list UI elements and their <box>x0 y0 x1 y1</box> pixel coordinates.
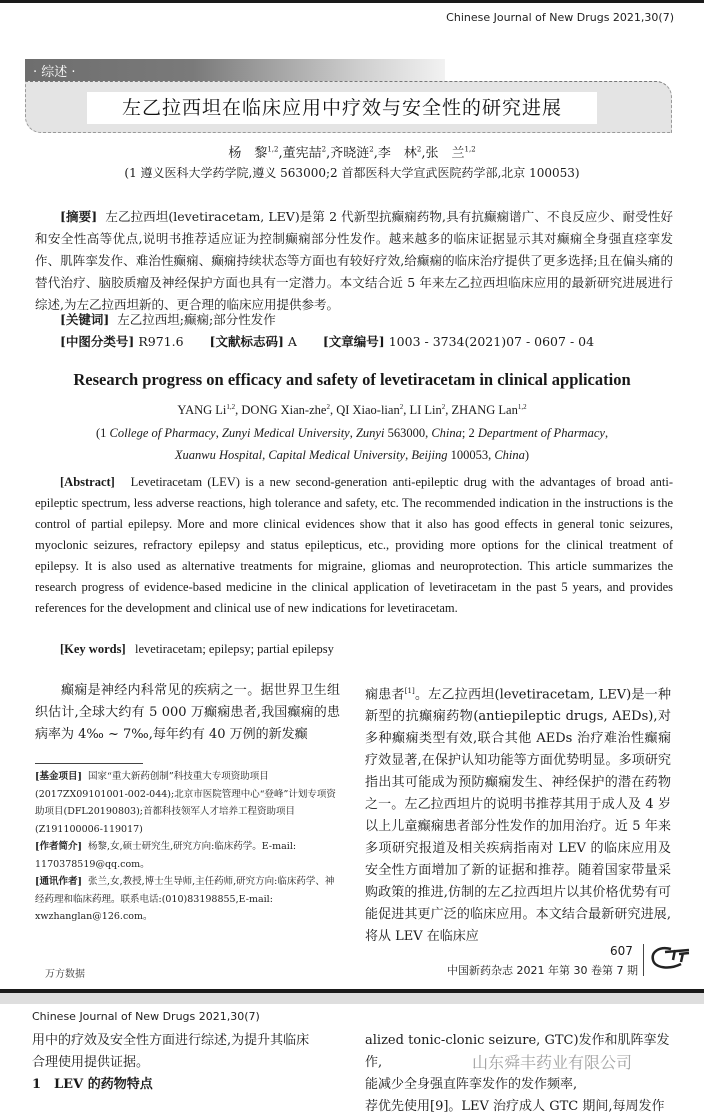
cn-keywords-label: [关键词] <box>60 312 110 327</box>
en-abstract-text: Levetiracetam (LEV) is a new second-generation anti-epileptic drug with the advantages of broad anti-epileptic spectrum, less adverse reactions, high tolerance and safety, etc. The recommended indication in the instructions is the control of partial epilepsy. More and more clinical evidences show that it also has good effects in general tonic seizures, myoclonic seizures, refractory epilepsy and status epilepticus, etc., providing more options for the clinical treatment of epilepsy. It is also used as alternative treatments for migraine, gliomas and neuroprotection. This article summarizes the research progress of evidence-based medicine in the clinical application of levetiracetam in the past 5 years, and provides references for the development and clinical use of new indications for levetiracetam. <box>35 475 673 615</box>
author-sup: 2 <box>416 145 422 154</box>
body-right-column: 痫患者[1]。左乙拉西坦(levetiracetam, LEV)是一种新型的抗癫痫药物(antiepileptic drugs, AEDs),对多种癫痫类型有效,联合其他 AEDs 治疗难治性癫痫疗效显著,在保护认知功能等方面优势明显。多项研究指出其可能成为预防癫痫发生、神经保护的潜在药物之一。左乙拉西坦片的说明书推荐其用于成人及 4 岁以上儿童癫痫患者部分性发作的加用治疗。近 5 年来多项研究报道及相关疾病指南对 LEV 的临床应用及安全性方面增加了新的证据和推荐。随着国家带量采购政策的推进,仿制的左乙拉西坦片以其价格优势有可能促进其更广泛的临床应用。本文结合最新研究进展,将从 LEV 在临床应 <box>365 687 671 945</box>
cn-affiliation: (1 遵义医科大学药学院,遵义 563000;2 首都医科大学宣武医院药学部,北京 100053) <box>124 166 580 180</box>
clc-value: R971.6 <box>138 334 184 349</box>
author-sup: 2 <box>441 403 446 411</box>
running-header: Chinese Journal of New Drugs 2021,30(7) <box>446 11 674 24</box>
footnote-rule <box>35 763 143 764</box>
cn-author: 张 兰 <box>425 146 465 161</box>
text-line: 用中的疗效及安全性方面进行综述,为提升其临床 <box>32 1033 310 1048</box>
cn-keywords-text: 左乙拉西坦;癫痫;部分性发作 <box>117 312 276 327</box>
watermark: 山东舜丰药业有限公司 <box>472 1053 633 1072</box>
article-no-label: [文章编号] <box>322 334 385 349</box>
footer-divider <box>643 944 644 976</box>
author-sup: 1,2 <box>464 145 476 154</box>
corresponding-note <box>35 873 340 926</box>
en-author: ZHANG Lan <box>451 403 518 418</box>
cn-author: 齐晓涟 <box>330 146 370 161</box>
cn-abstract-label: [摘要] <box>60 209 98 224</box>
author-text: 杨黎,女,硕士研究生,研究方向:临床药学。E-mail: 1170378519@qq.com。 <box>35 841 297 870</box>
fund-label: [基金项目] <box>35 771 82 782</box>
text-line: 荐优先使用[9]。LEV 治疗成人 GTC 期间,每周发作 <box>365 1099 665 1114</box>
en-author: LI Lin <box>409 403 442 418</box>
section-heading: 1 LEV 的药物特点 <box>32 1077 153 1092</box>
text-line: alized tonic-clonic seizure, GTC)发作和肌阵挛发作, <box>365 1033 670 1070</box>
top-rule <box>0 0 704 3</box>
cn-abstract <box>35 206 673 316</box>
running-header-page2: Chinese Journal of New Drugs 2021,30(7) <box>32 1010 260 1023</box>
en-abstract-label: [Abstract] <box>60 475 115 489</box>
cn-author: 杨 黎 <box>228 146 268 161</box>
author-sup: 2 <box>369 145 374 154</box>
en-keywords-text: levetiracetam; epilepsy; partial epilepsy <box>135 642 334 656</box>
en-author: QI Xiao-lian <box>336 403 400 418</box>
cn-title: 左乙拉西坦在临床应用中疗效与安全性的研究进展 <box>121 97 562 119</box>
en-affiliation-line2: Xuanwu Hospital, Capital Medical University, Beijing 100053, China) <box>174 448 530 462</box>
fund-text: 国家“重大新药创制”科技重大专项资助项目(2017ZX09101001-002-044);北京市医院管理中心“登峰”计划专项资助项目(DFL20190803);首都科技领军人才培养工程资助项目(Z191100006-119017) <box>35 771 336 835</box>
doc-code-label: [文献标志码] <box>209 334 284 349</box>
cn-author: 董宪喆 <box>282 146 322 161</box>
author-sup: 2 <box>321 145 327 154</box>
author-sup: 2 <box>326 403 330 411</box>
text-line: 合理使用提供证据。 <box>32 1055 150 1070</box>
en-author: DONG Xian-zhe <box>241 403 327 418</box>
corr-text: 张兰,女,教授,博士生导师,主任药师,研究方向:临床药学、神经药理和临床药理。联系电话:(010)83198855,E-mail: xwzhanglan@126.com。 <box>35 876 335 922</box>
doc-code-value: A <box>287 334 297 349</box>
page2-left-column <box>32 1030 342 1096</box>
journal-issue: 中国新药杂志 2021 年第 30 卷第 7 期 <box>447 964 638 977</box>
author-label: [作者简介] <box>35 841 82 852</box>
page-number: 607 <box>610 944 633 958</box>
author-sup: 1,2 <box>267 145 279 154</box>
wanfang-mark: 万方数据 <box>45 969 85 980</box>
body-left-column: 癫痫是神经内科常见的疾病之一。据世界卫生组织估计,全球大约有 5 000 万癫痫患者,我国癫痫的患病率为 4‰ ~ 7‰,每年约有 40 万例的新发癫 <box>35 683 340 742</box>
cn-classification <box>60 331 680 353</box>
article-no-value: 1003 - 3734(2021)07 - 0607 - 04 <box>388 334 595 349</box>
journal-logo-icon <box>649 944 693 972</box>
en-title: Research progress on efficacy and safety of levetiracetam in clinical application <box>73 370 631 389</box>
corr-label: [通讯作者] <box>35 876 82 887</box>
clc-label: [中图分类号] <box>60 334 135 349</box>
page2-right-column <box>365 1030 675 1118</box>
fund-note <box>35 768 340 838</box>
author-sup: 1,2 <box>517 403 527 411</box>
footnotes <box>35 768 340 926</box>
section-band <box>25 59 445 81</box>
text-line: 能减少全身强直阵挛发作的发作频率, <box>365 1077 578 1092</box>
cn-author: 李 林 <box>377 146 417 161</box>
section-label: · 综述 · <box>33 65 76 80</box>
author-sup: 1,2 <box>226 403 236 411</box>
en-author: YANG Li <box>177 403 227 418</box>
en-authors: YANG Li$^{1,2}$, DONG Xian-zhe$^2$, QI Xiao-lian$^2$, LI Lin$^2$, ZHANG Lan$^{1,2}$ <box>177 403 527 418</box>
cn-authors: 杨 黎$^{1,2}$,董宪喆$^2$,齐晓涟$^2$,李 林$^2$,张 兰$^{1,2}$ <box>228 145 476 161</box>
page-gap <box>0 993 704 1004</box>
en-keywords <box>60 638 698 660</box>
en-abstract <box>35 472 673 619</box>
en-keywords-label: [Key words] <box>60 642 126 656</box>
citation-ref[interactable]: [1] <box>404 687 415 695</box>
en-affiliation-line1: (1 College of Pharmacy, Zunyi Medical University, Zunyi 563000, China; 2 Department of Pharmacy, <box>95 426 609 440</box>
cn-keywords <box>60 309 680 331</box>
cn-abstract-text: 左乙拉西坦(levetiracetam, LEV)是第 2 代新型抗癫痫药物,具有抗癫痫谱广、不良反应少、耐受性好和安全性高等优点,说明书推荐适应证为控制癫痫部分性发作。越来越多的临床证据显示其对癫痫全身强直痉挛发作、肌阵挛发作、难治性癫痫、癫痫持续状态等方面也有较好疗效,给癫痫的临床治疗提供了更多选择;且在偏头痛的替代治疗、脑胶质瘤及神经保护方面也具有一定潜力。本文结合近 5 年来左乙拉西坦临床应用的最新研究进展进行综述,为左乙拉西坦新的、更合理的临床应用提供参考。 <box>35 209 673 312</box>
author-note <box>35 838 340 873</box>
author-sup: 2 <box>399 403 404 411</box>
